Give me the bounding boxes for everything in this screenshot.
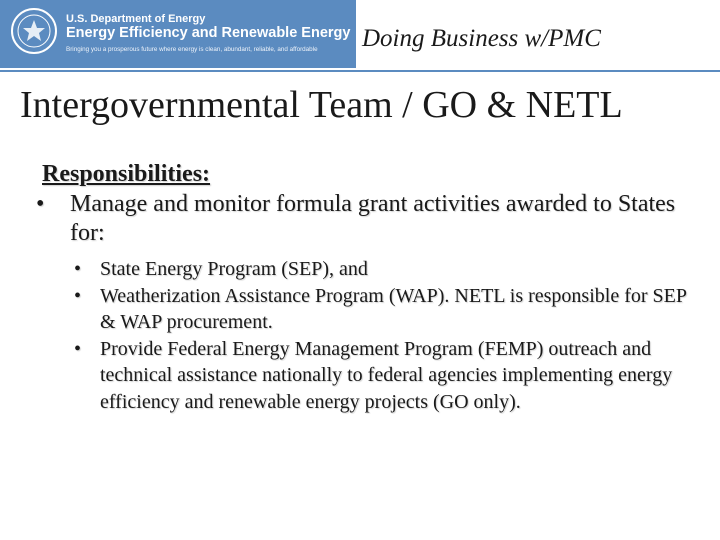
bullet-text: Manage and monitor formula grant activities awarded to States for: (70, 191, 676, 246)
slide-title: Intergovernmental Team / GO & NETL (20, 84, 623, 126)
bullet-icon: • (74, 337, 82, 360)
header-divider (0, 70, 720, 72)
doe-seal-icon (10, 7, 58, 55)
bullet-text: State Energy Program (SEP), and (100, 258, 368, 280)
bullet-icon: • (74, 284, 82, 307)
list-item (74, 256, 702, 283)
slide-body (36, 160, 702, 415)
header-banner (0, 0, 720, 72)
responsibilities-heading: Responsibilities: (42, 161, 211, 187)
list-item (36, 190, 702, 248)
agency-name: U.S. Department of Energy (66, 13, 206, 25)
list-item (74, 336, 702, 416)
list-item (74, 283, 702, 336)
bullet-text: Weatherization Assistance Program (WAP). NETL is responsible for SEP & WAP procurement. (100, 284, 687, 333)
presentation-title: Doing Business w/PMC (362, 25, 601, 52)
bullet-icon: • (36, 191, 45, 217)
sub-bullet-list (42, 256, 702, 415)
office-name: Energy Efficiency and Renewable Energy (66, 25, 351, 41)
doe-eere-logo-banner (0, 0, 356, 68)
bullet-text: Provide Federal Energy Management Program (FEMP) outreach and technical assistance nationally to federal agencies implementing energy efficiency and renewable energy projects (GO only). (100, 337, 673, 413)
bullet-icon: • (74, 258, 82, 280)
agency-tagline: Bringing you a prosperous future where energy is clean, abundant, reliable, and affordable (66, 46, 318, 53)
